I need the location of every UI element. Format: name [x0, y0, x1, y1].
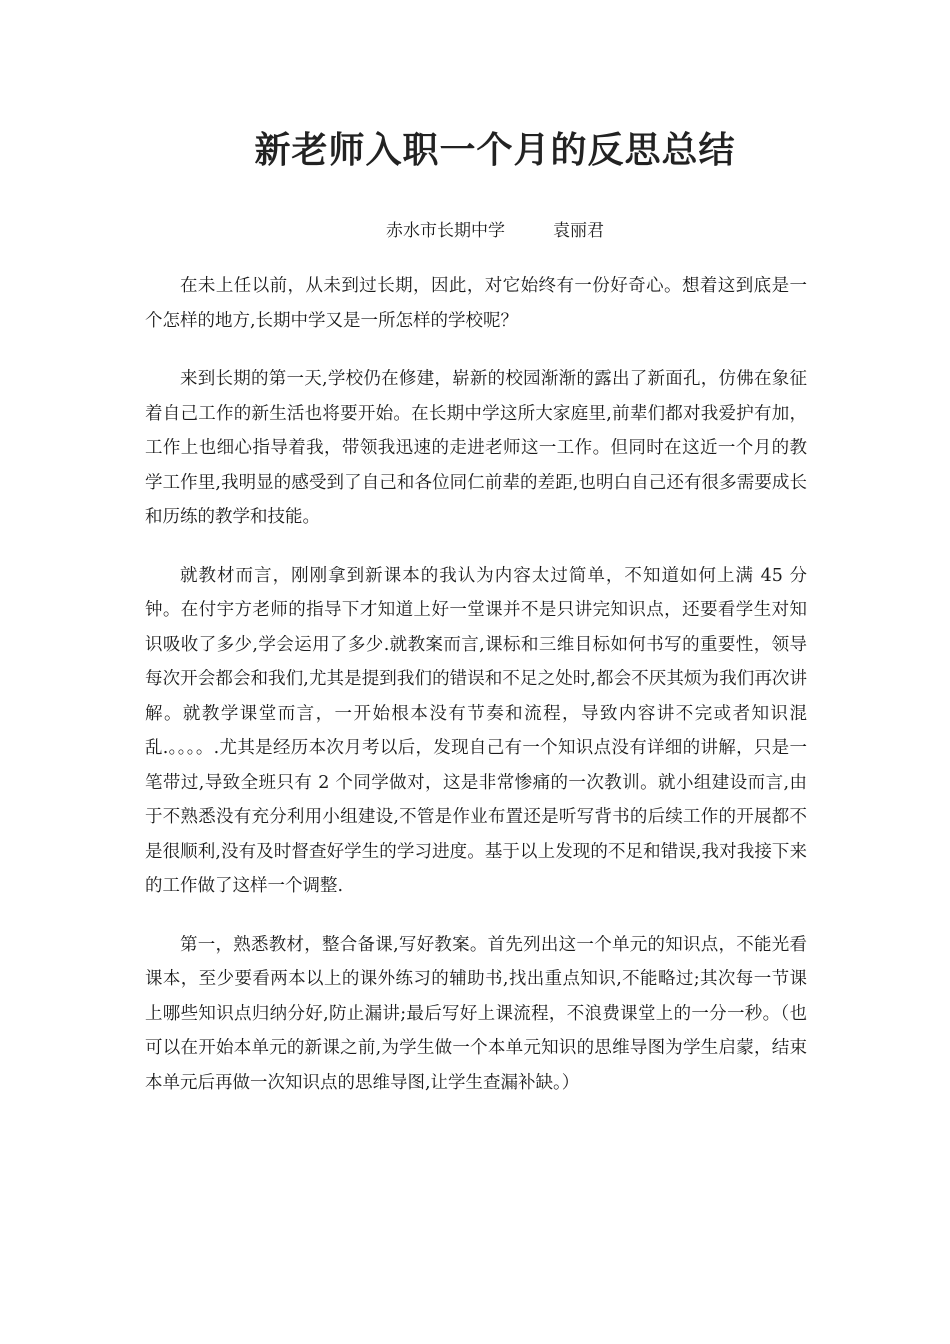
document-title: 新老师入职一个月的反思总结: [254, 129, 736, 171]
author-name: 袁丽君: [553, 221, 604, 241]
byline: [0, 216, 950, 241]
paragraph: 在未上任以前，从未到过长期，因此，对它始终有一份好奇心。想着这到底是一个怎样的地方,长期中学又是一所怎样的学校呢？: [145, 276, 807, 331]
document-body: [145, 269, 807, 1124]
paragraph: 第一，熟悉教材，整合备课,写好教案。首先列出这一个单元的知识点，不能光看课本，至少要看两本以上的课外练习的辅助书,找出重点知识,不能略过;其次每一节课上哪些知识点归纳分好,防止漏讲;最后写好上课流程，不浪费课堂上的一分一秒。（也可以在开始本单元的新课之前,为学生做一个本单元知识的思维导图为学生启蒙，结束本单元后再做一次知识点的思维导图,让学生查漏补缺。）: [145, 934, 807, 1093]
paragraph: 来到长期的第一天,学校仍在修建，崭新的校园渐渐的露出了新面孔，仿佛在象征着自己工作的新生活也将要开始。在长期中学这所大家庭里,前辈们都对我爱护有加，工作上也细心指导着我，带领我迅速的走进老师这一工作。但同时在这近一个月的教学工作里,我明显的感受到了自己和各位同仁前辈的差距,也明白自己还有很多需要成长和历练的教学和技能。: [145, 369, 807, 527]
paragraph: 就教材而言，刚刚拿到新课本的我认为内容太过简单，不知道如何上满 45 分钟。在付宇方老师的指导下才知道上好一堂课并不是只讲完知识点，还要看学生对知识吸收了多少,学会运用了多少.就教案而言,课标和三维目标如何书写的重要性，领导每次开会都会和我们,尤其是提到我们的错误和不足之处时,都会不厌其烦为我们再次讲解。就教学课堂而言，一开始根本没有节奏和流程，导致内容讲不完或者知识混乱.。。。。.尤其是经历本次月考以后，发现自己有一个知识点没有详细的讲解，只是一笔带过,导致全班只有 2 个同学做对，这是非常惨痛的一次教训。就小组建设而言,由于不熟悉没有充分利用小组建设,不管是作业布置还是听写背书的后续工作的开展都不是很顺利,没有及时督查好学生的学习进度。基于以上发现的不足和错误,我对我接下来的工作做了这样一个调整.: [145, 565, 807, 896]
author-school: 赤水市长期中学: [386, 221, 505, 241]
